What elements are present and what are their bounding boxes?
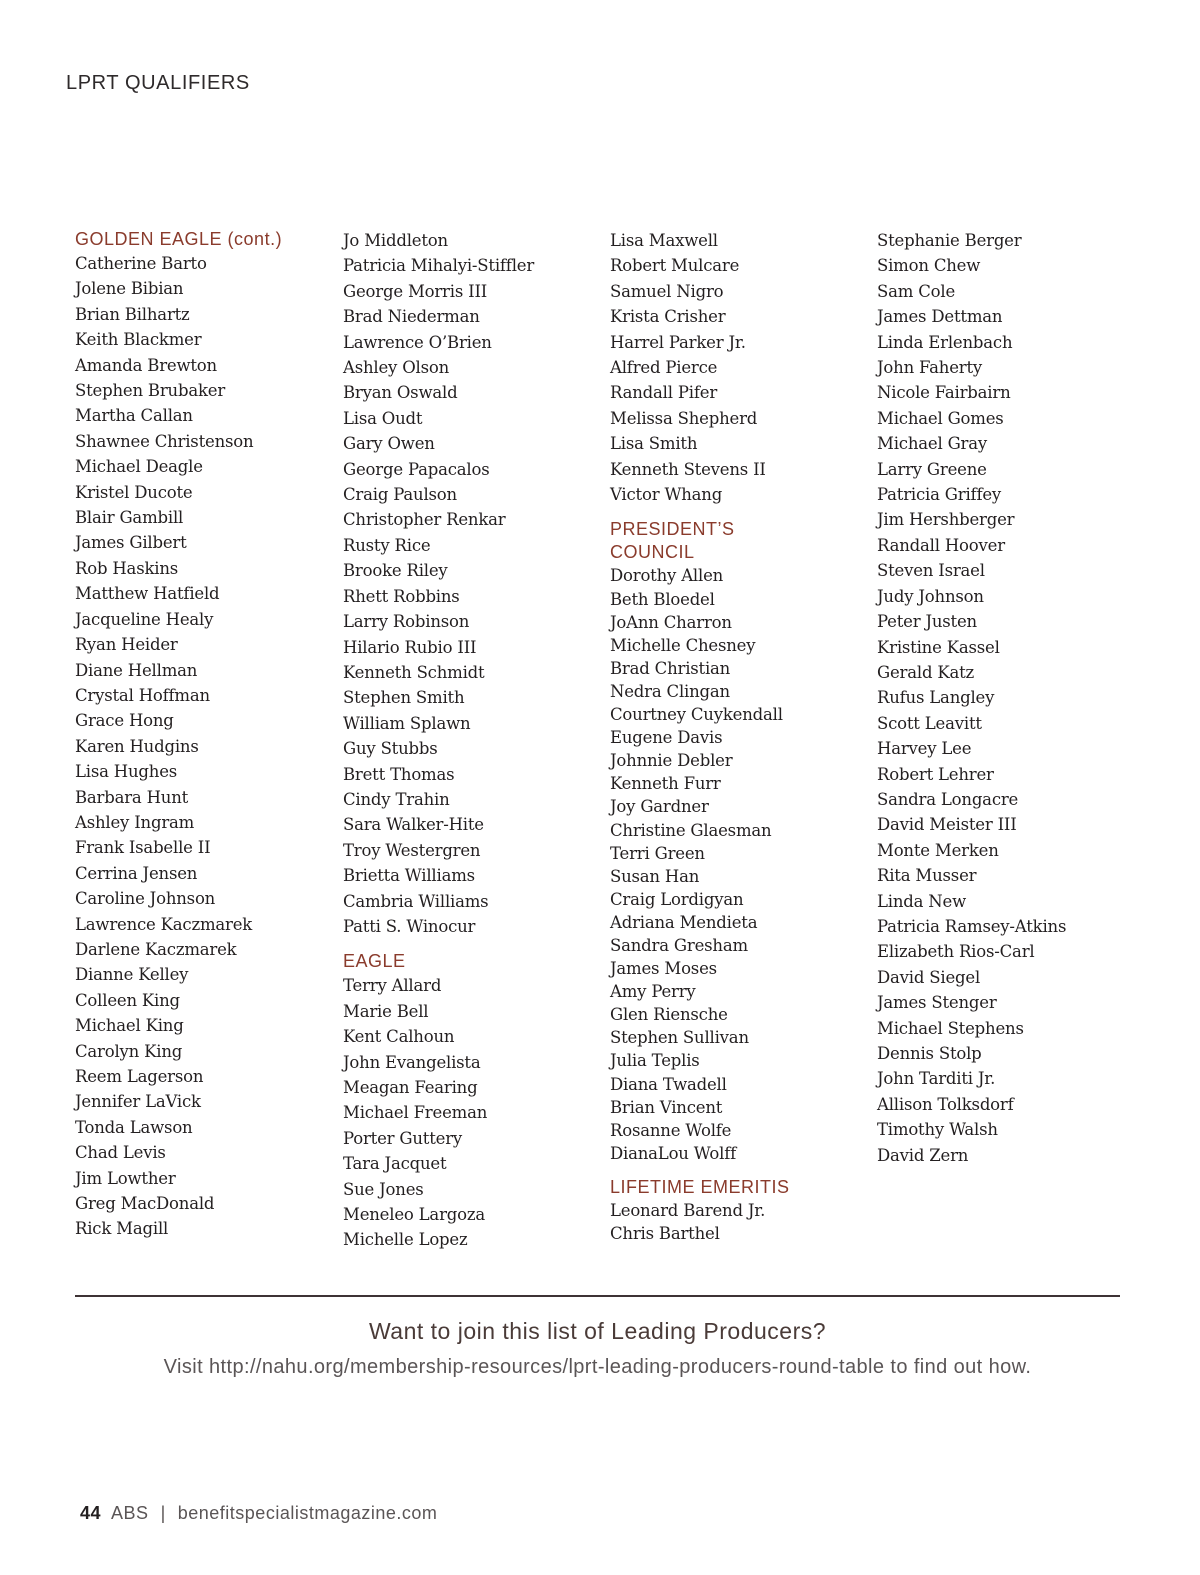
name-entry: Jennifer LaVick [75,1092,201,1112]
name-entry: Eugene Davis [610,728,723,748]
name-entry: Cerrina Jensen [75,863,198,883]
name-entry: Timothy Walsh [877,1120,998,1140]
name-entry: Tonda Lawson [75,1117,193,1137]
name-entry: Frank Isabelle II [75,838,211,858]
name-entry: Julia Teplis [610,1051,700,1071]
name-entry: Rhett Robbins [343,586,460,606]
footer-separator: | [160,1503,166,1523]
name-entry: Carolyn King [75,1041,183,1061]
name-entry: Craig Lordigyan [610,889,744,909]
name-entry: Courtney Cuykendall [610,705,783,725]
name-list [610,1199,872,1245]
name-entry: Allison Tolksdorf [877,1094,1014,1114]
name-entry: John Evangelista [343,1052,481,1072]
name-entry: Crystal Hoffman [75,685,210,705]
name-entry: Nicole Fairbairn [877,383,1011,403]
name-entry: Dorothy Allen [610,566,724,586]
name-entry: Randall Hoover [877,535,1005,555]
heading-line: PRESIDENT’S [610,519,735,540]
name-entry: Brietta Williams [343,866,475,886]
name-entry: Keith Blackmer [75,330,202,350]
name-entry: Cambria Williams [343,891,489,911]
name-entry: JoAnn Charron [610,612,732,632]
name-entry: Terri Green [610,843,705,863]
name-entry: Peter Justen [877,612,977,632]
name-entry: Amy Perry [610,982,696,1002]
name-entry: Steven Israel [877,561,985,581]
name-entry: Michelle Lopez [343,1230,468,1250]
name-entry: Marie Bell [343,1001,429,1021]
name-entry: Alfred Pierce [610,358,718,378]
name-entry: Harvey Lee [877,739,972,759]
name-entry: Sara Walker-Hite [343,815,484,835]
name-entry: Ashley Olson [343,358,450,378]
name-entry: Melissa Shepherd [610,408,758,428]
name-entry: Michael Gomes [877,408,1004,428]
name-entry: DianaLou Wolff [610,1143,737,1163]
name-entry: Chad Levis [75,1143,166,1163]
name-entry: Stephen Sullivan [610,1028,749,1048]
name-entry: David Meister III [877,815,1017,835]
name-entry: Linda Erlenbach [877,332,1013,352]
name-entry: Michael King [75,1016,184,1036]
name-entry: Hilario Rubio III [343,637,477,657]
name-entry: Nedra Clingan [610,681,730,701]
name-entry: Michelle Chesney [610,635,756,655]
name-entry: George Morris III [343,281,488,301]
name-entry: Krista Crisher [610,307,726,327]
name-entry: Lisa Hughes [75,762,178,782]
name-list [610,564,872,1164]
name-entry: Lisa Oudt [343,408,423,428]
name-entry: Simon Chew [877,256,981,276]
name-entry: Amanda Brewton [75,355,217,375]
name-entry: Linda New [877,891,967,911]
publication-name: ABS [111,1503,149,1523]
name-entry: Rita Musser [877,866,977,886]
name-entry: George Papacalos [343,459,490,479]
name-entry: Kenneth Schmidt [343,662,485,682]
name-entry: Troy Westergren [343,840,481,860]
name-entry: Rufus Langley [877,688,995,708]
name-entry: Ashley Ingram [75,812,195,832]
name-entry: Brian Vincent [610,1097,723,1117]
name-list [610,228,872,507]
name-entry: Rick Magill [75,1219,169,1239]
page-number: 44 [80,1503,102,1523]
name-list [75,251,337,1242]
name-entry: Shawnee Christenson [75,431,254,451]
name-list [877,228,1139,1168]
name-entry: Karen Hudgins [75,736,199,756]
name-entry: James Gilbert [75,533,187,553]
name-entry: Grace Hong [75,711,174,731]
name-entry: Rusty Rice [343,535,431,555]
name-entry: Martha Callan [75,406,193,426]
cta-text: Visit http://nahu.org/membership-resources/lprt-leading-producers-round-table to find out how. [163,1356,1032,1378]
name-entry: David Zern [877,1145,969,1165]
name-entry: Michael Stephens [877,1018,1024,1038]
name-entry: Larry Robinson [343,612,470,632]
name-entry: Jolene Bibian [75,279,184,299]
name-entry: Kenneth Stevens II [610,459,766,479]
name-entry: Brett Thomas [343,764,455,784]
name-entry: Rob Haskins [75,558,179,578]
name-entry: Brad Niederman [343,307,480,327]
name-entry: James Stenger [877,993,997,1013]
section-label: LPRT QUALIFIERS [66,72,250,94]
name-entry: Jim Hershberger [877,510,1015,530]
name-entry: Colleen King [75,990,180,1010]
name-entry: Sandra Gresham [610,935,748,955]
name-entry: Matthew Hatfield [75,584,220,604]
name-entry: Darlene Kaczmarek [75,939,237,959]
name-entry: Ryan Heider [75,635,178,655]
name-list [343,228,605,939]
name-entry: John Faherty [877,358,983,378]
name-entry: Kenneth Furr [610,774,721,794]
name-entry: Greg MacDonald [75,1194,215,1214]
name-list [343,973,605,1252]
name-entry: Rosanne Wolfe [610,1120,732,1140]
name-entry: Catherine Barto [75,254,207,273]
name-entry: Tara Jacquet [343,1154,447,1174]
name-entry: William Splawn [343,713,471,733]
name-entry: Christine Glaesman [610,820,772,840]
name-entry: Patricia Ramsey-Atkins [877,916,1067,936]
name-entry: Blair Gambill [75,508,184,528]
name-entry: John Tarditi Jr. [877,1069,996,1089]
heading-line: COUNCIL [610,542,695,563]
group-heading-presidents-council [610,518,872,564]
name-entry: Barbara Hunt [75,787,189,807]
name-entry: Lawrence Kaczmarek [75,914,253,934]
name-entry: Adriana Mendieta [610,912,758,932]
name-entry: Kristine Kassel [877,637,1000,657]
name-entry: Beth Bloedel [610,589,715,609]
name-entry: Sam Cole [877,281,956,301]
name-column-4 [877,228,1139,1168]
name-entry: James Dettman [877,307,1003,327]
name-entry: Leonard Barend Jr. [610,1200,766,1220]
name-entry: Caroline Johnson [75,889,216,909]
name-entry: Cindy Trahin [343,789,450,809]
divider-rule [75,1295,1120,1297]
name-entry: Terry Allard [343,976,442,996]
name-entry: Patricia Griffey [877,485,1002,505]
name-entry: Sandra Longacre [877,789,1019,809]
name-entry: Harrel Parker Jr. [610,332,746,352]
name-entry: Brian Bilhartz [75,304,190,324]
name-entry: Lisa Smith [610,434,698,454]
name-entry: Monte Merken [877,840,999,860]
cta-title: Want to join this list of Leading Producers? [368,1318,827,1344]
name-entry: Chris Barthel [610,1224,720,1243]
name-entry: Stephanie Berger [877,231,1022,250]
website-link[interactable]: benefitspecialistmagazine.com [177,1503,438,1523]
name-entry: Judy Johnson [877,586,984,606]
name-entry: Diane Hellman [75,660,198,680]
name-entry: Brooke Riley [343,561,448,581]
name-entry: Johnnie Debler [610,751,733,771]
name-column-1 [75,228,337,1242]
name-entry: Brad Christian [610,658,731,678]
name-entry: Dianne Kelley [75,965,189,985]
name-entry: Meneleo Largoza [343,1205,485,1225]
name-entry: Lisa Maxwell [610,231,718,250]
name-entry: Porter Guttery [343,1128,463,1148]
name-entry: Kristel Ducote [75,482,193,502]
name-entry: Lawrence O’Brien [343,332,492,352]
name-entry: Susan Han [610,866,700,886]
name-entry: Christopher Renkar [343,510,506,530]
name-entry: Samuel Nigro [610,281,724,301]
group-heading-lifetime-emeritis: LIFETIME EMERITIS [610,1176,790,1197]
name-entry: Michael Deagle [75,457,203,477]
name-entry: Patti S. Winocur [343,916,476,936]
name-entry: Randall Pifer [610,383,718,403]
page-footer [80,1503,437,1524]
name-entry: James Moses [610,959,717,979]
name-entry: Stephen Smith [343,688,465,708]
name-entry: Glen Riensche [610,1005,728,1025]
name-entry: Jacqueline Healy [75,609,214,629]
name-entry: Michael Freeman [343,1103,488,1123]
name-entry: Robert Lehrer [877,764,994,784]
name-entry: Meagan Fearing [343,1078,478,1097]
name-entry: Sue Jones [343,1179,424,1199]
name-entry: Kent Calhoun [343,1027,455,1047]
group-heading-eagle: EAGLE [343,951,406,972]
name-entry: Craig Paulson [343,485,457,505]
name-entry: Stephen Brubaker [75,381,226,401]
name-entry: Jim Lowther [75,1168,176,1188]
name-entry: David Siegel [877,967,981,987]
name-entry: Gary Owen [343,434,435,454]
name-entry: Larry Greene [877,459,987,479]
name-entry: Victor Whang [610,485,723,505]
name-entry: Robert Mulcare [610,256,740,276]
name-entry: Bryan Oswald [343,383,458,403]
name-entry: Dennis Stolp [877,1044,982,1063]
name-entry: Patricia Mihalyi-Stiffler [343,256,535,276]
name-entry: Elizabeth Rios-Carl [877,942,1035,962]
name-entry: Reem Lagerson [75,1067,204,1086]
name-entry: Michael Gray [877,434,987,454]
name-entry: Guy Stubbs [343,739,438,759]
name-entry: Joy Gardner [610,797,709,817]
name-entry: Diana Twadell [610,1074,727,1094]
group-heading-golden-eagle: GOLDEN EAGLE (cont.) [75,229,283,249]
name-column-2 [343,228,605,1253]
name-entry: Gerald Katz [877,662,975,682]
name-entry: Scott Leavitt [877,713,982,733]
name-column-3 [610,228,872,1245]
name-entry: Jo Middleton [343,231,448,250]
